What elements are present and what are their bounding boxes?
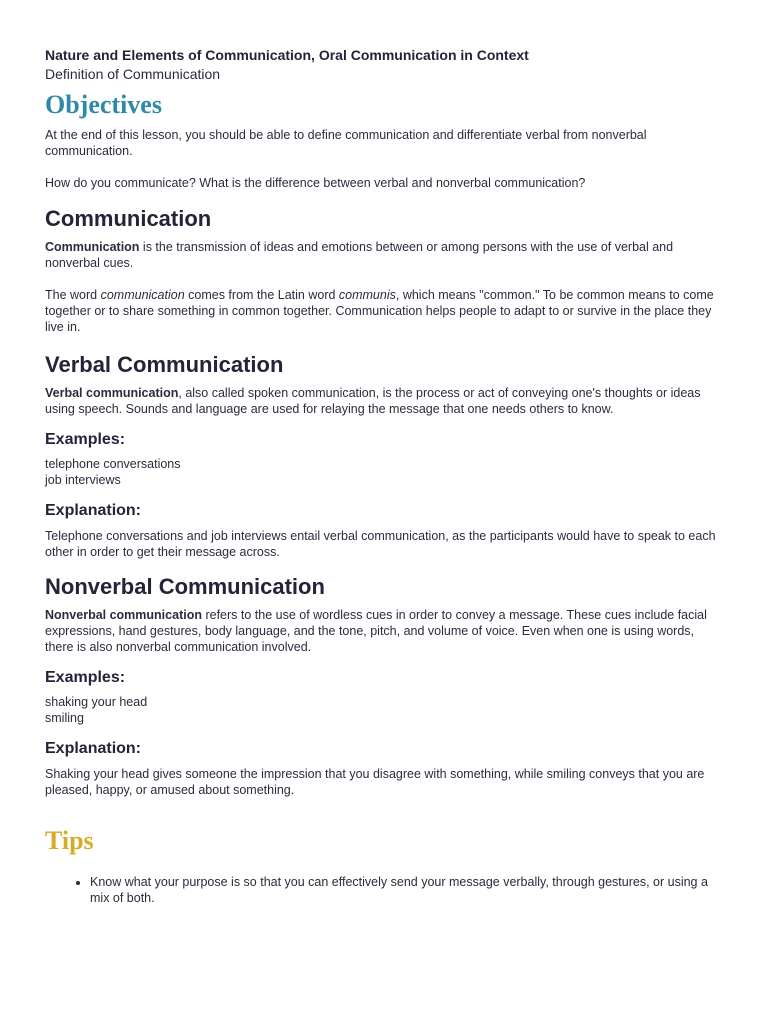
communication-heading: Communication bbox=[45, 206, 212, 231]
verbal-term: Verbal communication bbox=[45, 386, 179, 400]
communication-etymology bbox=[45, 287, 725, 335]
nonverbal-term: Nonverbal communication bbox=[45, 608, 202, 622]
objectives-paragraph: At the end of this lesson, you should be able to define communication and differentiate verbal from nonverbal communication. bbox=[45, 128, 647, 158]
verbal-definition bbox=[45, 385, 725, 417]
nonverbal-definition-text: refers to the use of wordless cues in order to convey a message. These cues include facial expressions, hand gestures, body language, and the tone, pitch, and volume of voice. Even when one is using words, there is also nonverbal communication involved. bbox=[45, 608, 707, 654]
verbal-explanation: Telephone conversations and job interviews entail verbal communication, as the participants would have to speak to each other in order to get their message across. bbox=[45, 529, 716, 559]
communication-definition bbox=[45, 239, 725, 271]
nonverbal-examples-heading: Examples: bbox=[45, 669, 126, 686]
nonverbal-communication-heading: Nonverbal Communication bbox=[45, 574, 325, 599]
etymology-text-c: , which means "common." To be common means to come together or to share something in common together. Communication helps people to adapt to or survive in the place they live in. bbox=[45, 288, 714, 334]
list-item: telephone conversations bbox=[45, 457, 181, 471]
list-item: smiling bbox=[45, 711, 84, 725]
verbal-explanation-heading: Explanation: bbox=[45, 502, 142, 519]
nonverbal-examples-list bbox=[45, 694, 725, 726]
verbal-examples-heading: Examples: bbox=[45, 431, 126, 448]
verbal-communication-heading: Verbal Communication bbox=[45, 352, 284, 377]
etymology-text-a: The word bbox=[45, 288, 101, 302]
document-subtitle: Definition of Communication bbox=[45, 66, 221, 82]
objectives-question: How do you communicate? What is the difference between verbal and nonverbal communication? bbox=[45, 176, 586, 190]
etymology-word: communication bbox=[100, 288, 185, 302]
document-title: Nature and Elements of Communication, Oral Communication in Context bbox=[45, 47, 529, 63]
list-item: • Know what your purpose is so that you can effectively send your message verbally, through gestures, or using a mix of both. bbox=[90, 874, 725, 906]
communication-term: Communication bbox=[45, 240, 140, 254]
communication-definition-text: is the transmission of ideas and emotions between or among persons with the use of verbal and nonverbal cues. bbox=[45, 240, 674, 270]
verbal-examples-list bbox=[45, 456, 725, 488]
list-item: job interviews bbox=[45, 473, 121, 487]
etymology-text-b: comes from the Latin word bbox=[184, 288, 339, 302]
list-item: shaking your head bbox=[45, 695, 148, 709]
document-page bbox=[45, 46, 725, 906]
objectives-heading: Objectives bbox=[45, 90, 162, 119]
nonverbal-explanation: Shaking your head gives someone the impression that you disagree with something, while smiling conveys that you are pleased, happy, or amused about something. bbox=[45, 767, 705, 797]
verbal-definition-text: , also called spoken communication, is the process or act of conveying one's thoughts or ideas using speech. Sounds and language are used for relaying the message that one needs others to know. bbox=[45, 386, 701, 416]
tips-heading: Tips bbox=[45, 826, 94, 855]
etymology-latin-word: communis bbox=[338, 288, 396, 302]
tips-list bbox=[45, 874, 725, 906]
nonverbal-explanation-heading: Explanation: bbox=[45, 740, 142, 757]
nonverbal-definition bbox=[45, 607, 725, 655]
